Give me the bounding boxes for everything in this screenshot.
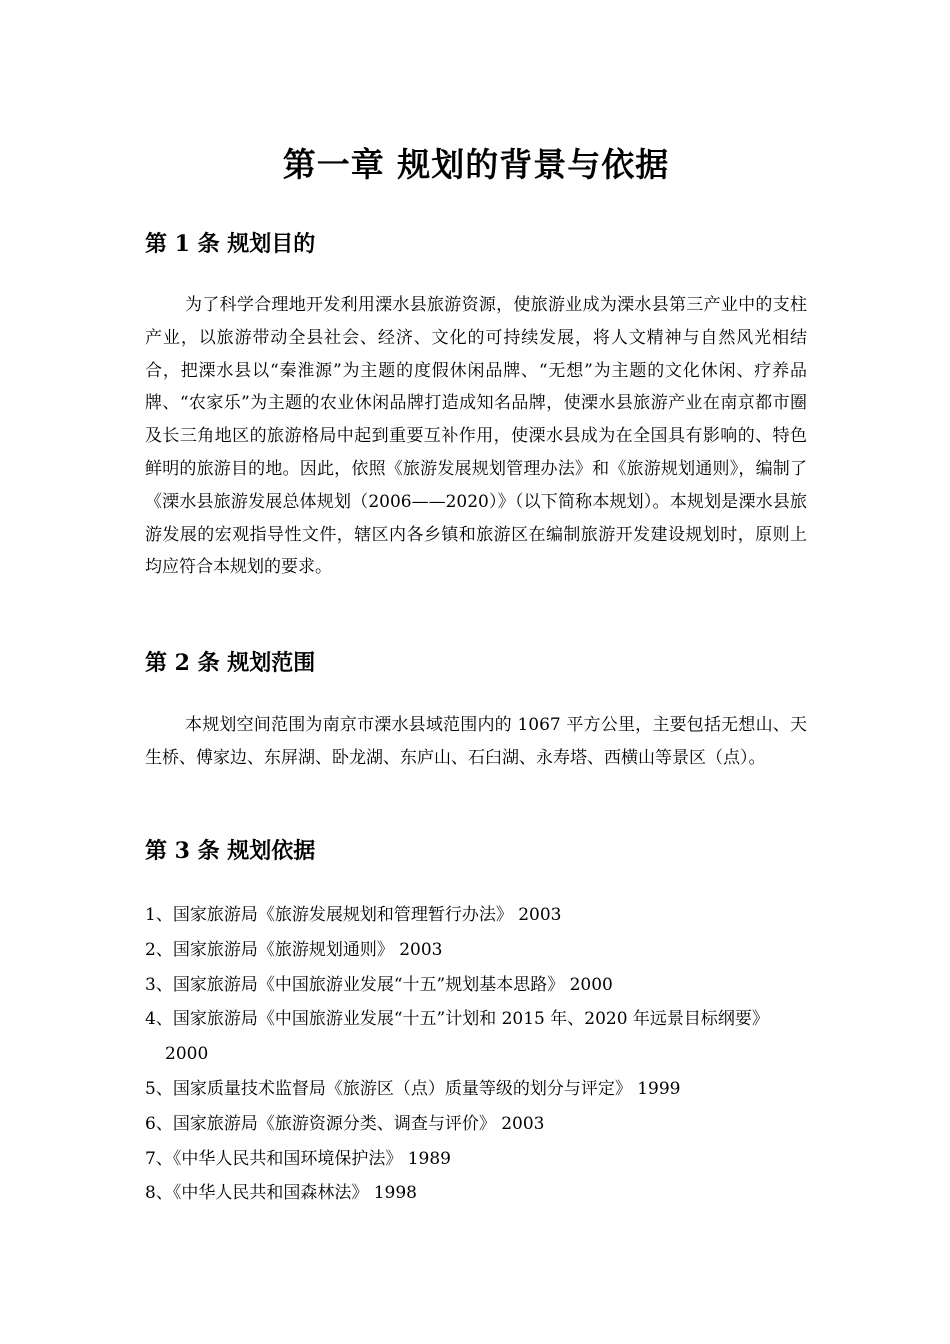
list-item: 2、国家旅游局《旅游规划通则》 2003 — [145, 939, 443, 960]
list-item: 7、《中华人民共和国环境保护法》 1989 — [145, 1148, 451, 1169]
reference-list — [145, 898, 807, 1211]
list-item: 4、国家旅游局《中国旅游业发展“十五”计划和 2015 年、2020 年远景目标纲要》 2000 — [145, 1009, 769, 1065]
list-item: 5、国家质量技术监督局《旅游区（点）质量等级的划分与评定》 1999 — [145, 1078, 681, 1099]
section-paragraph-scope: 本规划空间范围为南京市溧水县域范围内的 1067 平方公里，主要包括无想山、天生桥、傅家边、东屏湖、卧龙湖、东庐山、石臼湖、永寿塔、西横山等景区（点）。 — [145, 715, 807, 768]
list-item: 1、国家旅游局《旅游发展规划和管理暂行办法》 2003 — [145, 905, 562, 925]
list-item: 8、《中华人民共和国森林法》 1998 — [145, 1183, 417, 1204]
section-heading-basis: 第 3 条 规划依据 — [145, 838, 316, 864]
section-paragraph-purpose: 为了科学合理地开发利用溧水县旅游资源，使旅游业成为溧水县第三产业中的支柱产业，以旅游带动全县社会、经济、文化的可持续发展，将人文精神与自然风光相结合，把溧水县以“秦淮源”为主题的度假休闲品牌、“无想”为主题的文化休闲、疗养品牌、“农家乐”为主题的农业休闲品牌打造成知名品牌，使溧水县旅游产业在南京都市圈及长三角地区的旅游格局中起到重要互补作用，使溧水县成为在全国具有影响的、特色鲜明的旅游目的地。因此，依照《旅游发展规划管理办法》和《旅游规划通则》，编制了《溧水县旅游发展总体规划（2006——2020）》（以下简称本规划）。本规划是溧水县旅游发展的宏观指导性文件，辖区内各乡镇和旅游区在编制旅游开发建设规划时，原则上均应符合本规划的要求。 — [145, 295, 807, 578]
list-item: 6、国家旅游局《旅游资源分类、调查与评价》 2003 — [145, 1113, 545, 1134]
list-item: 3、国家旅游局《中国旅游业发展“十五”规划基本思路》 2000 — [145, 974, 613, 995]
chapter-title: 第一章 规划的背景与依据 — [282, 145, 670, 184]
section-heading-scope: 第 2 条 规划范围 — [145, 650, 316, 676]
section-heading-purpose: 第 1 条 规划目的 — [145, 231, 316, 257]
